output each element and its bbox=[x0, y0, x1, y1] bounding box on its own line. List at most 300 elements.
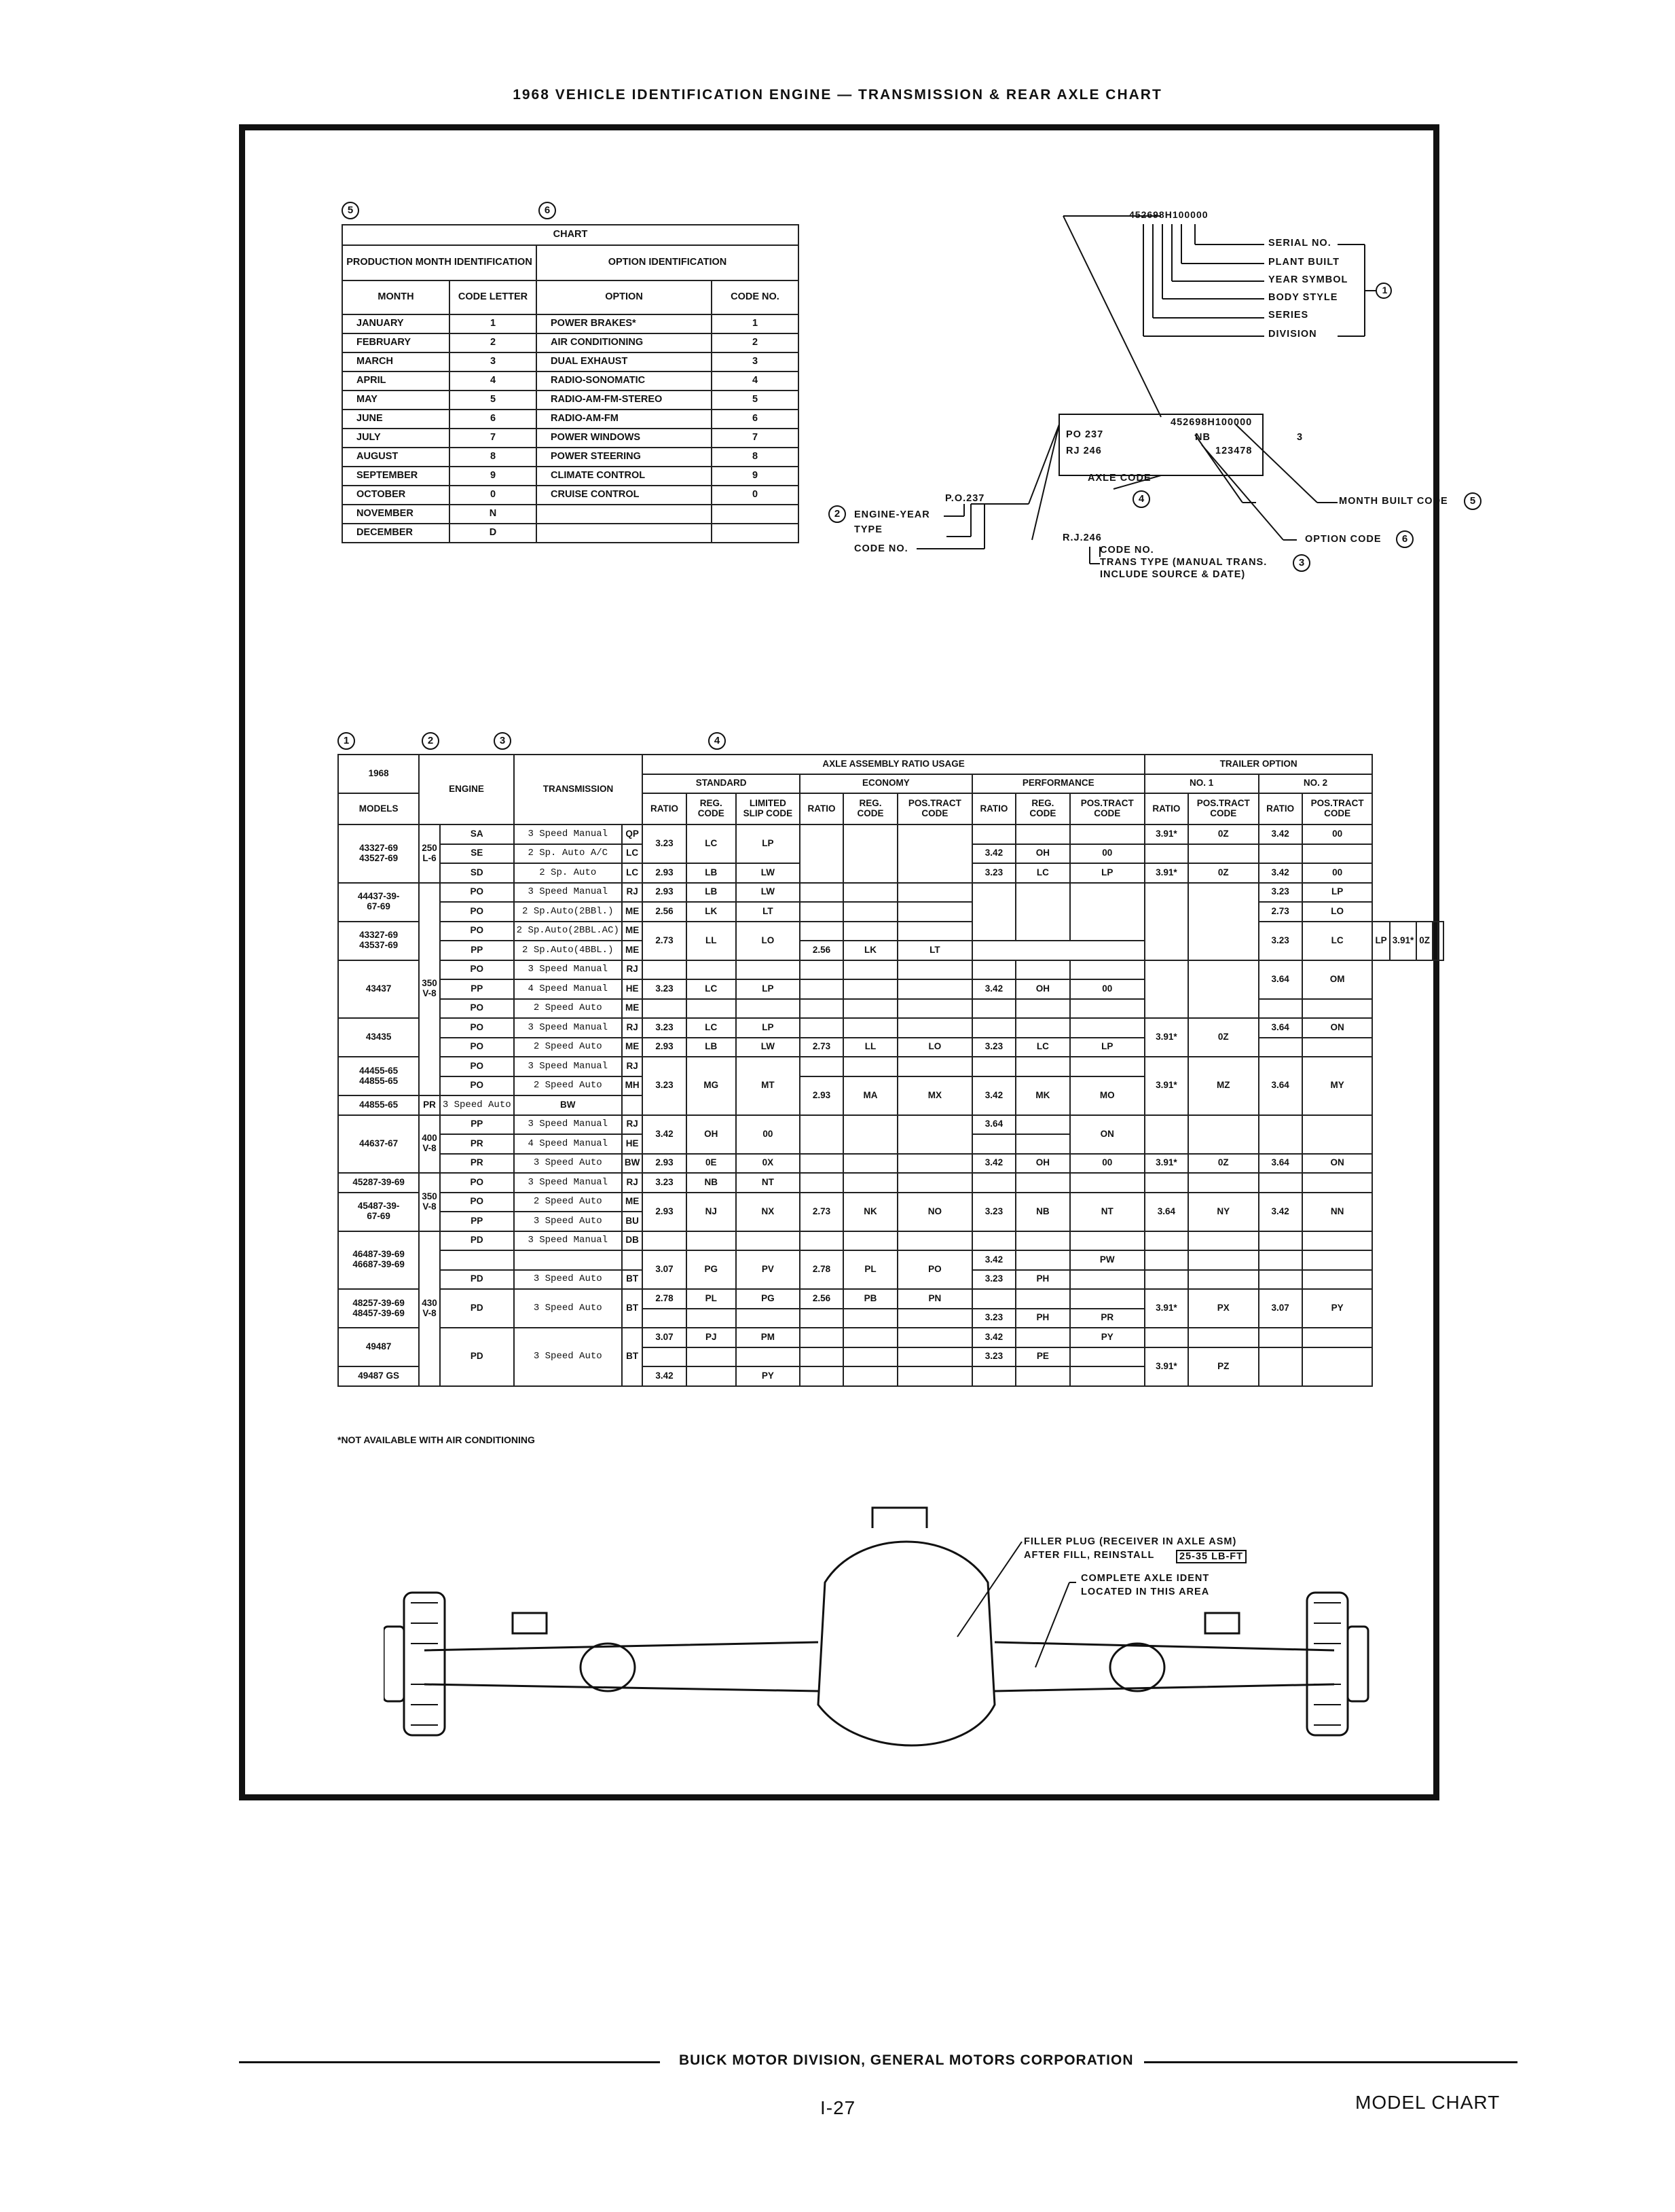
axle-cell bbox=[1188, 1250, 1259, 1270]
axle-cell bbox=[1259, 1347, 1302, 1386]
axle-cell bbox=[843, 1231, 898, 1251]
marker-4-diag: 4 bbox=[1133, 490, 1150, 508]
label-plant: PLANT BUILT bbox=[1268, 257, 1340, 268]
axle-cell: 3 Speed Auto bbox=[440, 1095, 514, 1115]
axle-cell: 3.23 bbox=[972, 1193, 1016, 1231]
code-letter-cell: 9 bbox=[449, 467, 536, 486]
axle-cell bbox=[1259, 1173, 1302, 1193]
axle-cell: ME bbox=[622, 902, 643, 922]
axle-cell: LW bbox=[736, 863, 800, 883]
month-row bbox=[342, 505, 798, 524]
marker-5: 5 bbox=[342, 202, 359, 219]
axle-cell: 2.56 bbox=[800, 1289, 843, 1309]
axle-cell bbox=[800, 979, 843, 999]
axle-cell bbox=[843, 922, 898, 941]
marker-6: 6 bbox=[538, 202, 556, 219]
h-ratio-3: RATIO bbox=[972, 793, 1016, 824]
axle-cell: PR bbox=[419, 1095, 440, 1115]
h-economy: ECONOMY bbox=[800, 774, 972, 794]
option-cell: AIR CONDITIONING bbox=[536, 333, 712, 352]
axle-cell: MX bbox=[898, 1076, 972, 1115]
col-code-no: CODE NO. bbox=[712, 280, 798, 314]
axle-cell: PO bbox=[440, 999, 514, 1019]
chart-title: CHART bbox=[342, 225, 798, 245]
axle-row bbox=[338, 922, 1443, 941]
axle-cell: 2 Sp. Auto A/C bbox=[514, 844, 622, 864]
axle-cell: PR bbox=[440, 1134, 514, 1154]
axle-cell: 3 Speed Auto bbox=[514, 1212, 622, 1231]
engine-po: P.O.237 bbox=[945, 493, 985, 504]
axle-cell: PB bbox=[843, 1289, 898, 1309]
axle-cell: PO bbox=[440, 1193, 514, 1212]
h-no1: NO. 1 bbox=[1145, 774, 1259, 794]
axle-cell bbox=[1016, 999, 1070, 1019]
axle-cell bbox=[1302, 1250, 1373, 1270]
axle-cell bbox=[1070, 824, 1145, 844]
axle-cell: OH bbox=[686, 1115, 736, 1154]
axle-cell: PL bbox=[686, 1289, 736, 1309]
axle-cell bbox=[898, 824, 972, 883]
axle-cell: LP bbox=[1302, 883, 1373, 903]
trans-rj: R.J.246 bbox=[1063, 532, 1102, 543]
axle-row bbox=[338, 902, 1443, 922]
axle-cell: 2.73 bbox=[642, 922, 686, 960]
axle-cell bbox=[972, 824, 1016, 844]
axle-cell bbox=[1433, 922, 1438, 960]
code-letter-cell: 5 bbox=[449, 391, 536, 410]
axle-ratio-table bbox=[337, 754, 1444, 1387]
axle-cell: LT bbox=[736, 902, 800, 922]
month-cell: JUNE bbox=[342, 410, 449, 429]
axle-cell: 3.42 bbox=[972, 979, 1016, 999]
axle-cell: LW bbox=[736, 883, 800, 903]
axle-cell bbox=[843, 1018, 898, 1038]
axle-cell: ME bbox=[622, 999, 643, 1019]
axle-cell bbox=[843, 1366, 898, 1386]
axle-cell: 3.91* bbox=[1145, 1018, 1188, 1057]
axle-cell bbox=[972, 960, 1016, 980]
axle-cell bbox=[843, 979, 898, 999]
axle-cell bbox=[1070, 1057, 1145, 1076]
axle-cell: SA bbox=[440, 824, 514, 844]
axle-row bbox=[338, 1289, 1443, 1309]
axle-cell: 3.64 bbox=[1259, 1057, 1302, 1115]
axle-cell bbox=[898, 1115, 972, 1154]
axle-cell: 2.78 bbox=[642, 1289, 686, 1309]
code-letter-cell: D bbox=[449, 524, 536, 543]
axle-cell: 3.64 bbox=[1145, 1193, 1188, 1231]
axle-cell: LC bbox=[686, 1018, 736, 1038]
code-no-cell: 4 bbox=[712, 371, 798, 391]
axle-cell: 2.73 bbox=[800, 1193, 843, 1231]
axle-cell: PM bbox=[736, 1328, 800, 1347]
axle-cell: RJ bbox=[622, 960, 643, 980]
axle-cell: LB bbox=[686, 1038, 736, 1057]
axle-cell bbox=[1302, 844, 1373, 864]
axle-cell: MK bbox=[1016, 1076, 1070, 1115]
axle-cell bbox=[1145, 1115, 1188, 1154]
axle-cell: BW bbox=[622, 1154, 643, 1174]
axle-cell bbox=[898, 1309, 972, 1328]
axle-cell: LC bbox=[622, 844, 643, 864]
option-cell: CLIMATE CONTROL bbox=[536, 467, 712, 486]
axle-cell: LP bbox=[736, 824, 800, 863]
axle-cell bbox=[800, 960, 843, 980]
axle-cell: PP bbox=[440, 1115, 514, 1135]
axle-cell bbox=[1302, 1173, 1373, 1193]
axle-cell bbox=[843, 1173, 898, 1193]
axle-cell bbox=[1188, 844, 1259, 864]
axle-cell: OM bbox=[1302, 960, 1373, 999]
axle-cell: 3.23 bbox=[972, 1038, 1016, 1057]
axle-cell bbox=[1016, 824, 1070, 844]
axle-cell bbox=[1016, 883, 1070, 941]
axle-cell: NO bbox=[898, 1193, 972, 1231]
axle-cell bbox=[642, 999, 686, 1019]
axle-cell bbox=[1145, 1231, 1188, 1251]
axle-cell bbox=[898, 979, 972, 999]
axle-cell bbox=[1070, 1270, 1145, 1290]
axle-cell: 00 bbox=[1302, 863, 1373, 883]
axle-cell: PO bbox=[440, 960, 514, 980]
plate-nb: NB bbox=[1195, 432, 1211, 443]
axle-cell bbox=[898, 1231, 972, 1251]
axle-cell bbox=[736, 960, 800, 980]
axle-cell: 43327-69 43537-69 bbox=[338, 922, 419, 960]
axle-cell: PP bbox=[440, 1212, 514, 1231]
axle-cell: 350 V-8 bbox=[419, 883, 440, 1096]
axle-cell: 00 bbox=[1070, 1154, 1145, 1174]
axle-cell: 0Z bbox=[1188, 1018, 1259, 1057]
plate-3: 3 bbox=[1297, 432, 1304, 443]
code-no-cell: 5 bbox=[712, 391, 798, 410]
axle-cell bbox=[1259, 844, 1302, 864]
month-row bbox=[342, 371, 798, 391]
vin-top-number: 452698H100000 bbox=[1129, 209, 1209, 220]
axle-cell bbox=[1070, 1366, 1145, 1386]
axle-cell: 2.93 bbox=[642, 1154, 686, 1174]
axle-cell: 2.93 bbox=[642, 1193, 686, 1231]
h-reg-code-2: REG. CODE bbox=[843, 793, 898, 824]
engine-year-label: ENGINE-YEAR bbox=[854, 509, 930, 520]
axle-cell: LP bbox=[1070, 1038, 1145, 1057]
axle-cell bbox=[898, 1328, 972, 1347]
h-reg-code-1: REG. CODE bbox=[686, 793, 736, 824]
axle-cell bbox=[1259, 1270, 1302, 1290]
axle-cell: HE bbox=[622, 979, 643, 999]
axle-marker-2: 2 bbox=[422, 732, 439, 750]
h-ratio-4: RATIO bbox=[1145, 793, 1188, 824]
code-no-cell: 1 bbox=[712, 314, 798, 333]
rear-axle-illustration bbox=[384, 1501, 1395, 1786]
axle-cell bbox=[1302, 1328, 1373, 1347]
axle-cell bbox=[1070, 960, 1145, 980]
marker-3-diag: 3 bbox=[1293, 554, 1310, 572]
axle-cell bbox=[898, 1366, 972, 1386]
h-ratio-2: RATIO bbox=[800, 793, 843, 824]
axle-cell bbox=[686, 960, 736, 980]
axle-cell: 3.07 bbox=[642, 1250, 686, 1289]
axle-cell: 3.23 bbox=[642, 1057, 686, 1115]
axle-cell: 3.91* bbox=[1390, 922, 1417, 960]
section-label: MODEL CHART bbox=[1355, 2092, 1501, 2113]
axle-cell bbox=[736, 1231, 800, 1251]
axle-cell: 3 Speed Auto bbox=[514, 1328, 622, 1386]
axle-cell bbox=[1302, 1270, 1373, 1290]
axle-cell: 3.42 bbox=[1259, 1193, 1302, 1231]
axle-cell bbox=[800, 902, 843, 922]
month-row bbox=[342, 429, 798, 448]
marker-1: 1 bbox=[1382, 285, 1388, 295]
axle-cell: 00 bbox=[1302, 824, 1373, 844]
axle-cell bbox=[1259, 1231, 1302, 1251]
axle-cell bbox=[1302, 1231, 1373, 1251]
axle-cell: LT bbox=[898, 941, 972, 960]
axle-cell bbox=[1302, 1115, 1373, 1154]
axle-cell bbox=[1070, 999, 1145, 1019]
axle-cell bbox=[1302, 999, 1373, 1019]
axle-cell: BT bbox=[622, 1270, 643, 1290]
axle-cell: 3 Speed Manual bbox=[514, 1173, 622, 1193]
axle-cell bbox=[686, 1231, 736, 1251]
code-letter-cell: 8 bbox=[449, 448, 536, 467]
axle-cell: 3 Speed Manual bbox=[514, 1231, 622, 1251]
axle-cell: 3 Speed Auto bbox=[514, 1289, 622, 1328]
h-1968: 1968 bbox=[338, 755, 419, 793]
axle-cell bbox=[1070, 1289, 1145, 1309]
h-postract-2: POS.TRACT CODE bbox=[1070, 793, 1145, 824]
code-no-cell: 3 bbox=[712, 352, 798, 371]
axle-cell: 3.23 bbox=[642, 1173, 686, 1193]
axle-cell bbox=[843, 883, 898, 903]
axle-cell: PG bbox=[736, 1289, 800, 1309]
axle-cell bbox=[642, 1231, 686, 1251]
axle-cell bbox=[1302, 1038, 1373, 1057]
axle-cell bbox=[972, 1173, 1016, 1193]
axle-cell bbox=[843, 824, 898, 883]
axle-cell: OH bbox=[1016, 979, 1070, 999]
axle-cell: PL bbox=[843, 1250, 898, 1289]
axle-cell: 00 bbox=[736, 1115, 800, 1154]
axle-cell: 43435 bbox=[338, 1018, 419, 1057]
axle-cell bbox=[686, 1347, 736, 1367]
axle-cell bbox=[898, 999, 972, 1019]
h-standard: STANDARD bbox=[642, 774, 800, 794]
axle-table-markers bbox=[337, 732, 745, 753]
axle-cell: LC bbox=[1016, 1038, 1070, 1057]
axle-marker-1: 1 bbox=[337, 732, 355, 750]
axle-cell: 49487 bbox=[338, 1328, 419, 1366]
month-cell: NOVEMBER bbox=[342, 505, 449, 524]
option-heading: OPTION IDENTIFICATION bbox=[536, 245, 798, 280]
axle-cell bbox=[898, 1154, 972, 1174]
footer-division: BUICK MOTOR DIVISION, GENERAL MOTORS CORPORATION bbox=[679, 2052, 1134, 2068]
plate-line1: 452698H100000 bbox=[1171, 417, 1253, 428]
code-letter-cell: 3 bbox=[449, 352, 536, 371]
code-letter-cell: 0 bbox=[449, 486, 536, 505]
axle-cell: RJ bbox=[622, 1173, 643, 1193]
axle-cell bbox=[1438, 922, 1443, 960]
footer-rule-right bbox=[1144, 2061, 1517, 2063]
production-heading: PRODUCTION MONTH IDENTIFICATION bbox=[342, 245, 536, 280]
axle-cell bbox=[1016, 1134, 1070, 1154]
axle-cell: 00 bbox=[1070, 979, 1145, 999]
month-cell: OCTOBER bbox=[342, 486, 449, 505]
filler-plug-label: FILLER PLUG (RECEIVER IN AXLE ASM) bbox=[1024, 1536, 1237, 1547]
axle-cell: RJ bbox=[622, 1057, 643, 1076]
month-cell: JANUARY bbox=[342, 314, 449, 333]
axle-cell: 0E bbox=[686, 1154, 736, 1174]
axle-cell: 3.42 bbox=[642, 1366, 686, 1386]
h-axle-usage: AXLE ASSEMBLY RATIO USAGE bbox=[642, 755, 1144, 774]
code-no-cell: 0 bbox=[712, 486, 798, 505]
trans-include: INCLUDE SOURCE & DATE) bbox=[1100, 569, 1246, 580]
axle-row bbox=[338, 824, 1443, 844]
month-cell: FEBRUARY bbox=[342, 333, 449, 352]
label-serial: SERIAL NO. bbox=[1268, 238, 1331, 249]
axle-cell: 3.23 bbox=[1259, 922, 1302, 960]
axle-cell bbox=[1259, 1328, 1302, 1347]
axle-cell: 3.42 bbox=[972, 844, 1016, 864]
option-cell: DUAL EXHAUST bbox=[536, 352, 712, 371]
axle-cell: PO bbox=[440, 883, 514, 903]
axle-cell: 3.23 bbox=[642, 824, 686, 863]
option-cell: POWER STEERING bbox=[536, 448, 712, 467]
axle-cell: PD bbox=[440, 1270, 514, 1290]
axle-cell: 400 V-8 bbox=[419, 1115, 440, 1174]
axle-cell: 0X bbox=[736, 1154, 800, 1174]
axle-cell bbox=[898, 902, 972, 922]
axle-cell bbox=[843, 1154, 898, 1174]
axle-cell bbox=[843, 1328, 898, 1347]
axle-cell bbox=[800, 1173, 843, 1193]
axle-cell: 3 Speed Manual bbox=[514, 1018, 622, 1038]
axle-cell bbox=[800, 1115, 843, 1154]
footnote: *NOT AVAILABLE WITH AIR CONDITIONING bbox=[337, 1434, 535, 1445]
complete-axle-label: COMPLETE AXLE IDENT bbox=[1081, 1573, 1210, 1584]
production-option-table bbox=[342, 224, 799, 543]
axle-cell: 3.91* bbox=[1145, 1057, 1188, 1115]
marker-2-diag: 2 bbox=[828, 505, 846, 523]
axle-cell: 0Z bbox=[1188, 863, 1259, 883]
axle-cell bbox=[1145, 1250, 1188, 1270]
option-code-label: OPTION CODE bbox=[1305, 534, 1382, 545]
axle-row bbox=[338, 960, 1443, 980]
axle-cell: NJ bbox=[686, 1193, 736, 1231]
axle-cell bbox=[898, 960, 972, 980]
axle-cell: 3.23 bbox=[972, 1270, 1016, 1290]
axle-cell: LC bbox=[622, 863, 643, 883]
axle-cell: PD bbox=[440, 1328, 514, 1386]
axle-cell bbox=[898, 883, 972, 903]
axle-cell bbox=[800, 1018, 843, 1038]
axle-cell: 0Z bbox=[1188, 824, 1259, 844]
axle-cell: PO bbox=[440, 1173, 514, 1193]
axle-cell: SD bbox=[440, 863, 514, 883]
month-row bbox=[342, 333, 798, 352]
axle-cell: 2.73 bbox=[800, 1038, 843, 1057]
axle-cell: 2 Speed Auto bbox=[514, 999, 622, 1019]
h-ratio-1: RATIO bbox=[642, 793, 686, 824]
axle-cell: ME bbox=[622, 922, 643, 941]
axle-cell: 2 Speed Auto bbox=[514, 1193, 622, 1212]
axle-cell: 3.64 bbox=[1259, 960, 1302, 999]
axle-cell: 45487-39- 67-69 bbox=[338, 1193, 419, 1231]
axle-cell bbox=[898, 1057, 972, 1076]
axle-cell: PW bbox=[1070, 1250, 1145, 1270]
axle-cell bbox=[1070, 1018, 1145, 1038]
month-row bbox=[342, 486, 798, 505]
axle-cell: PO bbox=[440, 1057, 514, 1076]
axle-cell bbox=[1016, 1173, 1070, 1193]
axle-cell: MO bbox=[1070, 1076, 1145, 1115]
axle-cell: 3.42 bbox=[972, 1328, 1016, 1347]
axle-cell: NX bbox=[736, 1193, 800, 1231]
axle-cell: 3.23 bbox=[1259, 883, 1302, 903]
axle-cell: PY bbox=[1070, 1328, 1145, 1347]
axle-cell bbox=[843, 999, 898, 1019]
h-trailer: TRAILER OPTION bbox=[1145, 755, 1373, 774]
axle-cell: LP bbox=[736, 1018, 800, 1038]
axle-row bbox=[338, 1173, 1443, 1193]
month-built-label: MONTH BUILT CODE bbox=[1339, 496, 1448, 507]
month-row bbox=[342, 448, 798, 467]
axle-cell: PG bbox=[686, 1250, 736, 1289]
axle-cell bbox=[972, 1018, 1016, 1038]
axle-cell: PO bbox=[440, 1076, 514, 1096]
axle-cell: 44437-39- 67-69 bbox=[338, 883, 419, 922]
axle-cell: 3.07 bbox=[642, 1328, 686, 1347]
axle-marker-3: 3 bbox=[494, 732, 511, 750]
axle-cell: PX bbox=[1188, 1289, 1259, 1328]
axle-cell: LB bbox=[686, 883, 736, 903]
located-label: LOCATED IN THIS AREA bbox=[1081, 1587, 1210, 1597]
axle-cell bbox=[843, 1347, 898, 1367]
h-performance: PERFORMANCE bbox=[972, 774, 1145, 794]
code-no-cell: 9 bbox=[712, 467, 798, 486]
axle-marker-4: 4 bbox=[708, 732, 726, 750]
axle-cell: RJ bbox=[622, 1115, 643, 1135]
code-letter-cell: 6 bbox=[449, 410, 536, 429]
axle-cell bbox=[1259, 1038, 1302, 1057]
axle-cell: 3.91* bbox=[1145, 863, 1188, 883]
axle-cell: LO bbox=[736, 922, 800, 960]
month-cell: DECEMBER bbox=[342, 524, 449, 543]
code-letter-cell: N bbox=[449, 505, 536, 524]
axle-cell: 3.42 bbox=[1259, 863, 1302, 883]
axle-row bbox=[338, 1250, 1443, 1270]
axle-cell: ME bbox=[622, 1193, 643, 1212]
axle-cell: PV bbox=[736, 1250, 800, 1289]
axle-cell bbox=[1188, 1231, 1259, 1251]
torque-value: 25-35 LB-FT bbox=[1176, 1550, 1247, 1563]
axle-cell: 3.23 bbox=[642, 979, 686, 999]
marker-6-diag: 6 bbox=[1396, 530, 1414, 548]
axle-cell: PD bbox=[440, 1231, 514, 1251]
axle-cell: 3.64 bbox=[1259, 1018, 1302, 1038]
axle-row bbox=[338, 1038, 1443, 1057]
code-no-cell: 8 bbox=[712, 448, 798, 467]
axle-row bbox=[338, 1193, 1443, 1212]
axle-cell: LC bbox=[1016, 863, 1070, 883]
axle-row bbox=[338, 883, 1443, 903]
axle-cell: PZ bbox=[1188, 1347, 1259, 1386]
axle-cell: 350 V-8 bbox=[419, 1173, 440, 1231]
axle-cell bbox=[736, 1347, 800, 1367]
option-cell: RADIO-SONOMATIC bbox=[536, 371, 712, 391]
axle-cell: 46487-39-69 46687-39-69 bbox=[338, 1231, 419, 1290]
axle-cell: 45287-39-69 bbox=[338, 1173, 419, 1193]
